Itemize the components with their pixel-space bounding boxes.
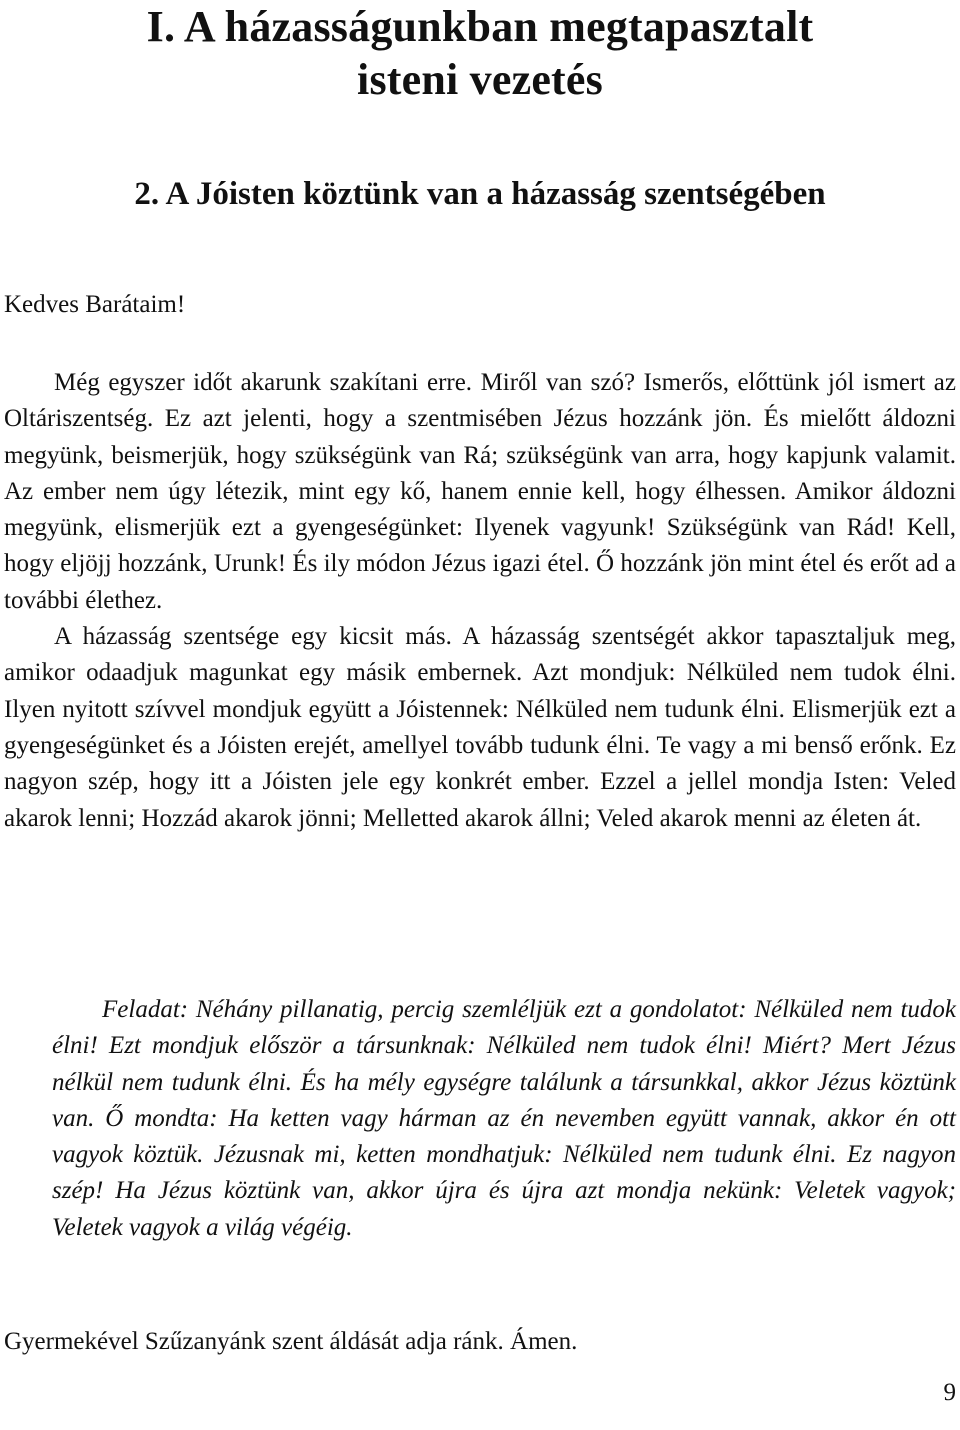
task-paragraph: Feladat: Néhány pillanatig, percig szemléljük ezt a gondolatot: Nélküled nem tudok élni! Ezt mondjuk először a társunknak: Nélküled nem tudok élni! Miért? Mert Jézus nélkül nem tudunk élni. És ha mély egységre találunk a társunkkal, akkor Jézus köztünk van. Ő mondta: Ha ketten vagy hárman az én nevemben együtt vannak, akkor én ott vagyok köztük. Jézusnak mi, ketten mondhatjuk: Nélküled nem tudunk élni. Ez nagyon szép! Ha Jézus köztünk van, akkor újra és újra azt mondja nekünk: Veletek vagyok; Veletek vagyok a világ végéig. — [52, 996, 956, 1241]
chapter-title — [0, 0, 960, 106]
salutation: Kedves Barátaim! — [4, 291, 186, 318]
closing-blessing: Gyermekével Szűzanyánk szent áldását adja ránk. Ámen. — [4, 1328, 578, 1355]
section-title: 2. A Jóisten köztünk van a házasság szentségében — [134, 176, 826, 212]
chapter-title-line-1: I. A házasságunkban megtapasztalt — [146, 2, 814, 51]
chapter-title-line-2: isteni vezetés — [357, 55, 603, 104]
paragraph: Még egyszer időt akarunk szakítani erre. Miről van szó? Ismerős, előttünk jól ismert az Oltáriszentség. Ez azt jelenti, hogy a szentmisében Jézus hozzánk jön. És mielőtt áldozni megyünk, beismerjük, hogy szükségünk van Rá; szükségünk van arra, hogy kapjunk valamit. Az ember nem úgy létezik, mint egy kő, hanem ennie kell, hogy élhessen. Amikor áldozni megyünk, elismerjük ezt a gyengeségünket: Ilyenek vagyunk! Szükségünk van Rád! Kell, hogy eljöjj hozzánk, Urunk! És ily módon Jézus igazi étel. Ő hozzánk jön mint étel és erőt ad a további élethez. — [4, 369, 956, 614]
body-text — [4, 365, 956, 837]
paragraph: A házasság szentsége egy kicsit más. A házasság szentségét akkor tapasztaljuk meg, amikor odaadjuk magunkat egy másik embernek. Azt mondjuk: Nélküled nem tudok élni. Ilyen nyitott szívvel mondjuk együtt a Jóistennek: Nélküled nem tudunk élni. Elismerjük ezt a gyengeségünket és a Jóisten erejét, amellyel tovább tudunk élni. Te vagy a mi benső erőnk. Ez nagyon szép, hogy itt a Jóisten jele egy konkrét ember. Ezzel a jellel mondja Isten: Veled akarok lenni; Hozzád akarok jönni; Melletted akarok állni; Veled akarok menni az életen át. — [4, 623, 956, 832]
page-number: 9 — [943, 1379, 956, 1406]
